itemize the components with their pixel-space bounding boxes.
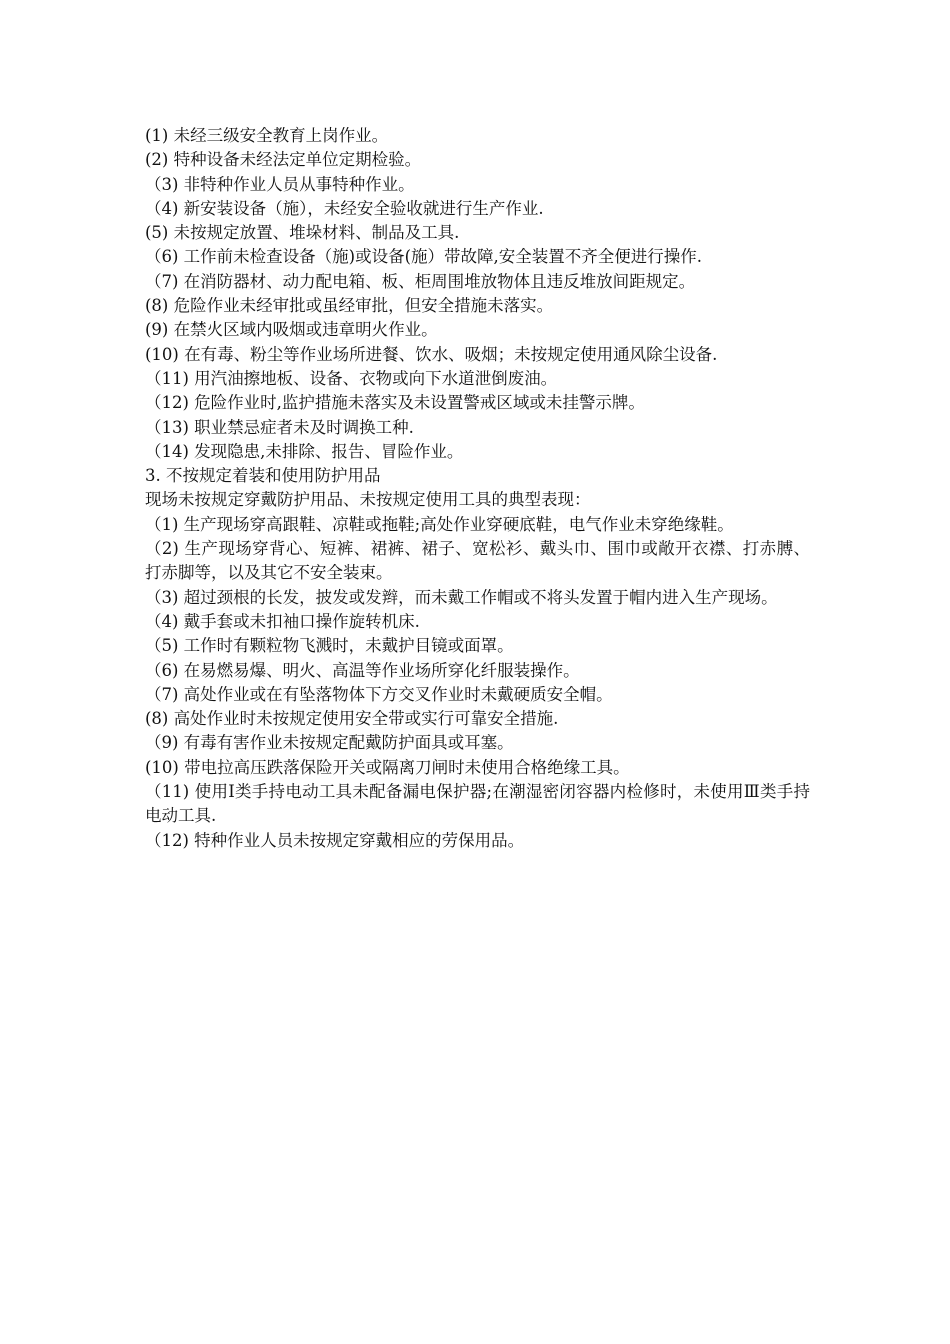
section-heading: 3. 不按规定着装和使用防护用品: [145, 466, 381, 486]
list-item: （4) 新安装设备（施），未经安全验收就进行生产作业.: [145, 198, 544, 218]
section-intro: 现场未按规定穿戴防护用品、未按规定使用工具的典型表现：: [145, 490, 591, 510]
list-item: （14) 发现隐患,未排除、报告、冒险作业。: [145, 441, 464, 461]
list-item: （6) 在易燃易爆、明火、高温等作业场所穿化纤服装操作。: [145, 660, 580, 680]
list-item: （13) 职业禁忌症者未及时调换工种.: [145, 417, 414, 437]
list-item: （12) 特种作业人员未按规定穿戴相应的劳保用品。: [145, 830, 525, 850]
list-item: （5) 工作时有颗粒物飞溅时，未戴护目镜或面罩。: [145, 636, 514, 656]
list-item: （4) 戴手套或未扣袖口操作旋转机床.: [145, 611, 420, 631]
document-body: [145, 124, 810, 853]
list-item: （7) 高处作业或在有坠落物体下方交叉作业时未戴硬质安全帽。: [145, 684, 613, 704]
list-item: (8) 危险作业未经审批或虽经审批，但安全措施未落实。: [145, 296, 554, 316]
list-item: （7) 在消防器材、动力配电箱、板、柜周围堆放物体且违反堆放间距规定。: [145, 271, 696, 291]
list-item: （9) 有毒有害作业未按规定配戴防护面具或耳塞。: [145, 733, 514, 753]
list-item: (2) 特种设备未经法定单位定期检验。: [145, 150, 422, 170]
list-item: （3) 非特种作业人员从事特种作业。: [145, 174, 415, 194]
list-item: (9) 在禁火区域内吸烟或违章明火作业。: [145, 320, 438, 340]
list-item: (8) 高处作业时未按规定使用安全带或实行可靠安全措施.: [145, 709, 559, 729]
list-item: （1) 生产现场穿高跟鞋、凉鞋或拖鞋;高处作业穿硬底鞋，电气作业未穿绝缘鞋。: [145, 514, 734, 534]
list-item: (5) 未按规定放置、堆垛材料、制品及工具.: [145, 223, 460, 243]
list-item: (10) 在有毒、粉尘等作业场所进餐、饮水、吸烟；未按规定使用通风除尘设备.: [145, 344, 718, 364]
list-item: （2) 生产现场穿背心、短裤、裙裤、裙子、宽松衫、戴头巾、围巾或敞开衣襟、打赤膊、打赤脚等，以及其它不安全装束。: [145, 539, 810, 583]
list-item: （11) 用汽油擦地板、设备、衣物或向下水道泄倒废油。: [145, 368, 558, 388]
list-item: （12) 危险作业时,监护措施未落实及未设置警戒区域或未挂警示牌。: [145, 393, 645, 413]
list-item: （3) 超过颈根的长发，披发或发辫，而未戴工作帽或不将头发置于帽内进入生产现场。: [145, 587, 778, 607]
list-item: （11) 使用Ⅰ类手持电动工具未配备漏电保护器;在潮湿密闭容器内检修时，未使用Ⅲ类手持电动工具.: [145, 782, 810, 826]
list-item: (1) 未经三级安全教育上岗作业。: [145, 126, 389, 145]
list-item: （6) 工作前未检查设备（施)或设备(施）带故障,安全装置不齐全便进行操作.: [145, 247, 703, 267]
list-item: (10) 带电拉高压跌落保险开关或隔离刀闸时未使用合格绝缘工具。: [145, 757, 630, 777]
